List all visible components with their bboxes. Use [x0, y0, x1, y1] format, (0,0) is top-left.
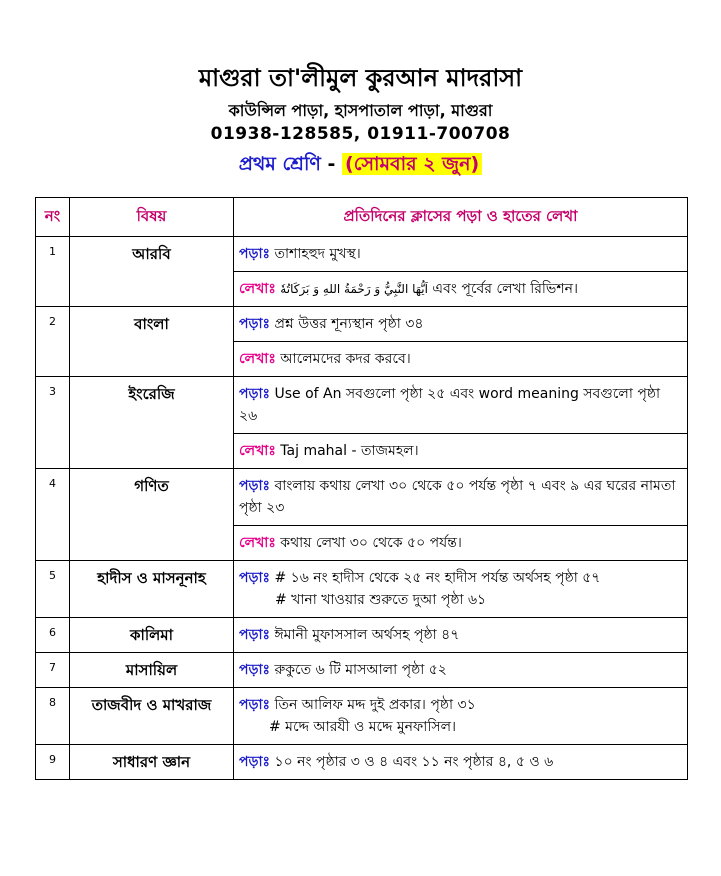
read-label: পড়াঃ [239, 662, 271, 678]
read-label: পড়াঃ [239, 697, 271, 713]
read-label: পড়াঃ [239, 246, 271, 262]
row-number: 1 [36, 237, 70, 307]
read-cell [234, 561, 688, 618]
read-cell [234, 377, 688, 434]
subject: কালিমা [70, 618, 234, 653]
write-cell [234, 342, 688, 377]
routine-table [35, 197, 688, 780]
read-label: পড়াঃ [239, 570, 271, 586]
read-text: তাশাহহুদ মুখস্থ। [274, 246, 361, 262]
write-text: আলেমদের কদর করবে। [280, 351, 411, 367]
subject: তাজবীদ ও মাখরাজ [70, 688, 234, 745]
read-label: পড়াঃ [239, 386, 271, 402]
read-label: পড়াঃ [239, 627, 271, 643]
arabic-text: اَيُّهَا النَّبِيُّ وَ رَحْمَةُ اللهِ وَ بَرَكَاتُهٗ [280, 282, 428, 296]
read-text: # ১৬ নং হাদীস থেকে ২৫ নং হাদীস পর্যন্ত অর্থসহ পৃষ্ঠা ৫৭ [274, 570, 601, 586]
phone-numbers: 01938-128585, 01911-700708 [210, 124, 511, 144]
write-label: লেখাঃ [239, 443, 276, 459]
class-heading [0, 150, 721, 182]
row-number: 9 [36, 745, 70, 780]
write-cell [234, 434, 688, 469]
table-header-row [36, 198, 688, 237]
row-number: 4 [36, 469, 70, 561]
write-label: লেখাঃ [239, 535, 276, 551]
row-number: 2 [36, 307, 70, 377]
row-number: 5 [36, 561, 70, 618]
write-text: এবং পূর্বের লেখা রিভিশন। [432, 281, 579, 297]
read-cell [234, 688, 688, 745]
madrasa-title: মাগুরা তা'লীমুল কুরআন মাদরাসা [198, 64, 523, 92]
table-row [36, 745, 688, 780]
col-header-number: নং [36, 198, 70, 237]
read-text: Use of An সবগুলো পৃষ্ঠা ২৫ এবং word meaning সবগুলো পৃষ্ঠা ২৬ [239, 386, 661, 424]
table-row [36, 377, 688, 434]
row-number: 3 [36, 377, 70, 469]
write-label: লেখাঃ [239, 281, 276, 297]
write-cell [234, 526, 688, 561]
write-text: কথায় লেখা ৩০ থেকে ৫০ পর্যন্ত। [280, 535, 462, 551]
row-number: 8 [36, 688, 70, 745]
read-text: বাংলায় কথায় লেখা ৩০ থেকে ৫০ পর্যন্ত পৃষ্ঠা ৭ এবং ৯ এর ঘরের নামতা পৃষ্ঠা ২৩ [239, 478, 676, 516]
table-row [36, 653, 688, 688]
subject: গণিত [70, 469, 234, 561]
day-date: (সোমবার ২ জুন) [342, 153, 482, 175]
subject: ইংরেজি [70, 377, 234, 469]
col-header-lesson: প্রতিদিনের ক্লাসের পড়া ও হাতের লেখা [234, 198, 688, 237]
address: কাউন্সিল পাড়া, হাসপাতাল পাড়া, মাগুরা [228, 101, 493, 120]
read-text: ঈমানী মুফাসসাল অর্থসহ পৃষ্ঠা ৪৭ [274, 627, 460, 643]
read-cell [234, 469, 688, 526]
col-header-subject: বিষয় [70, 198, 234, 237]
write-label: লেখাঃ [239, 351, 276, 367]
row-number: 7 [36, 653, 70, 688]
read-cell [234, 653, 688, 688]
read-text: ১০ নং পৃষ্ঠার ৩ ও ৪ এবং ১১ নং পৃষ্ঠার ৪, ৫ ও ৬ [274, 754, 554, 770]
class-name: প্রথম শ্রেণি [238, 153, 321, 175]
read-cell [234, 618, 688, 653]
read-label: পড়াঃ [239, 478, 271, 494]
subject: মাসায়িল [70, 653, 234, 688]
row-number: 6 [36, 618, 70, 653]
read-label: পড়াঃ [239, 316, 271, 332]
subject: বাংলা [70, 307, 234, 377]
read-text: তিন আলিফ মদ্দ দুই প্রকার। পৃষ্ঠা ৩১ [274, 697, 476, 713]
write-cell [234, 272, 688, 307]
read-text: রুকুতে ৬ টি মাসআলা পৃষ্ঠা ৫২ [274, 662, 447, 678]
read-text: প্রশ্ন উত্তর শূন্যস্থান পৃষ্ঠা ৩৪ [274, 316, 424, 332]
read-label: পড়াঃ [239, 754, 271, 770]
subject: সাধারণ জ্ঞান [70, 745, 234, 780]
read-cell [234, 745, 688, 780]
subject: আরবি [70, 237, 234, 307]
read-text-2: # মদ্দে আরযী ও মদ্দে মুনফাসিল। [269, 719, 457, 735]
read-cell [234, 307, 688, 342]
read-text-2: # খানা খাওয়ার শুরুতে দুআ পৃষ্ঠা ৬১ [275, 592, 487, 608]
separator: - [327, 153, 336, 175]
subject: হাদীস ও মাসনূনাহ [70, 561, 234, 618]
table-row [36, 618, 688, 653]
table-row [36, 237, 688, 272]
table-row [36, 469, 688, 526]
read-cell [234, 237, 688, 272]
table-row [36, 688, 688, 745]
table-row [36, 307, 688, 342]
write-text: Taj mahal - তাজমহল। [280, 443, 419, 459]
table-row [36, 561, 688, 618]
